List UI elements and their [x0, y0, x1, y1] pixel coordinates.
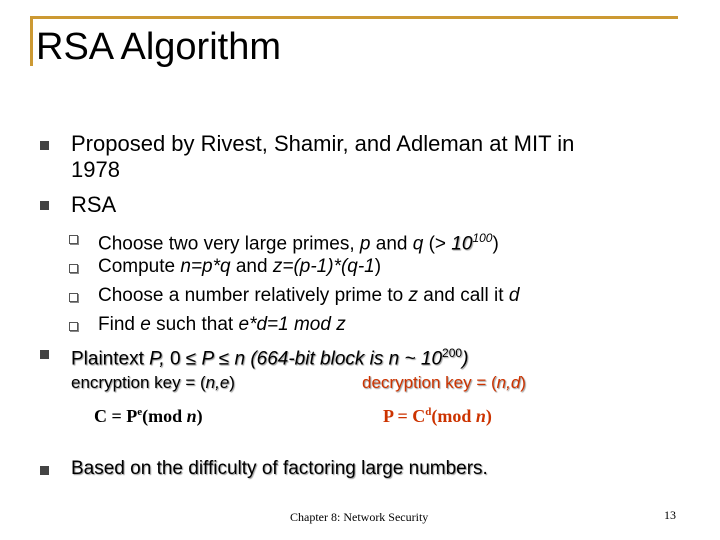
encryption-formula	[94, 406, 203, 427]
enc-key-vars: n,e	[205, 373, 230, 392]
enc-formula-close: )	[196, 406, 203, 426]
dec-formula-n: n	[475, 406, 486, 426]
sub2-close: )	[374, 256, 382, 277]
sub4-mid: such that	[150, 314, 239, 335]
footer-chapter: Chapter 8: Network Security	[290, 510, 429, 524]
bullet-plaintext	[71, 342, 468, 370]
enc-formula-mod: (mod	[142, 406, 187, 426]
dec-formula-mod: (mod	[431, 406, 476, 426]
bullet-rsa: RSA	[71, 192, 117, 217]
sub1-close: )	[492, 233, 499, 255]
sub3-z: z	[408, 285, 418, 306]
sub2-and: and	[230, 256, 273, 277]
sub4-expr: e*d=1 mod z	[238, 314, 346, 335]
bullet-proposed-line1: Proposed by Rivest, Shamir, and Adleman at MIT in	[71, 131, 575, 156]
plaintext-le1: ≤	[185, 348, 197, 370]
bullet-proposed-line2: 1978	[71, 157, 120, 182]
enc-key-prefix: encryption key = (	[71, 373, 206, 392]
dec-key-vars: n,d	[496, 373, 521, 392]
sub3-prefix: Choose a number relatively prime to	[98, 285, 409, 306]
dec-formula-exp: d	[425, 406, 432, 418]
sub-find-e	[98, 314, 346, 336]
slide-title: RSA Algorithm	[36, 26, 281, 68]
sub3-mid: and call it	[417, 285, 509, 306]
sub1-and: and	[370, 233, 413, 255]
plaintext-exp: 200	[442, 346, 463, 360]
bullet-square-icon	[40, 201, 49, 210]
plaintext-close: )	[462, 348, 469, 370]
sub3-d: d	[508, 285, 520, 306]
plaintext-le2: ≤	[218, 348, 230, 370]
dec-key-close: )	[520, 373, 526, 392]
sub4-prefix: Find	[98, 314, 141, 335]
enc-key-close: )	[229, 373, 235, 392]
sub-bullet-checkbox-icon	[69, 293, 78, 302]
sub2-expr2: z=(p-1)*(q-1	[272, 256, 375, 277]
dec-formula-left: P = C	[383, 406, 426, 426]
sub1-exp: 100	[472, 231, 493, 245]
title-frame-left	[30, 16, 33, 66]
sub-bullet-checkbox-icon	[69, 264, 78, 273]
plaintext-p2: P	[196, 348, 219, 370]
plaintext-rest: n (664-bit block is n ~	[229, 348, 421, 370]
sub2-prefix: Compute	[98, 256, 181, 277]
bullet-square-icon	[40, 466, 49, 475]
sub-compute-n-z	[98, 256, 381, 278]
sub1-p: p	[359, 233, 371, 255]
sub1-base: 10	[451, 233, 473, 255]
sub1-prefix: Choose two very large primes,	[98, 233, 360, 255]
sub4-e: e	[140, 314, 151, 335]
dec-key-prefix: decryption key = (	[362, 373, 497, 392]
enc-formula-n: n	[186, 406, 197, 426]
page-number: 13	[664, 508, 676, 522]
sub-bullet-checkbox-icon	[69, 322, 78, 331]
sub-choose-d	[98, 285, 519, 307]
encryption-key	[71, 373, 235, 393]
sub2-expr1: n=p*q	[180, 256, 231, 277]
plaintext-base: 10	[420, 348, 443, 370]
sub1-gt: (>	[423, 233, 452, 255]
sub1-q: q	[412, 233, 424, 255]
enc-formula-exp: e	[137, 406, 143, 418]
plaintext-label: Plaintext	[71, 348, 150, 370]
title-frame-top	[30, 16, 678, 19]
sub-choose-primes	[98, 227, 499, 255]
plaintext-zero: 0	[164, 348, 186, 370]
decryption-key	[362, 373, 526, 393]
enc-formula-left: C = P	[94, 406, 138, 426]
bullet-square-icon	[40, 141, 49, 150]
bullet-factoring: Based on the difficulty of factoring large numbers.	[71, 458, 488, 479]
decryption-formula	[383, 406, 492, 427]
sub-bullet-checkbox-icon	[69, 235, 78, 244]
bullet-square-icon	[40, 350, 49, 359]
plaintext-p: P,	[149, 348, 165, 370]
dec-formula-close: )	[485, 406, 492, 426]
